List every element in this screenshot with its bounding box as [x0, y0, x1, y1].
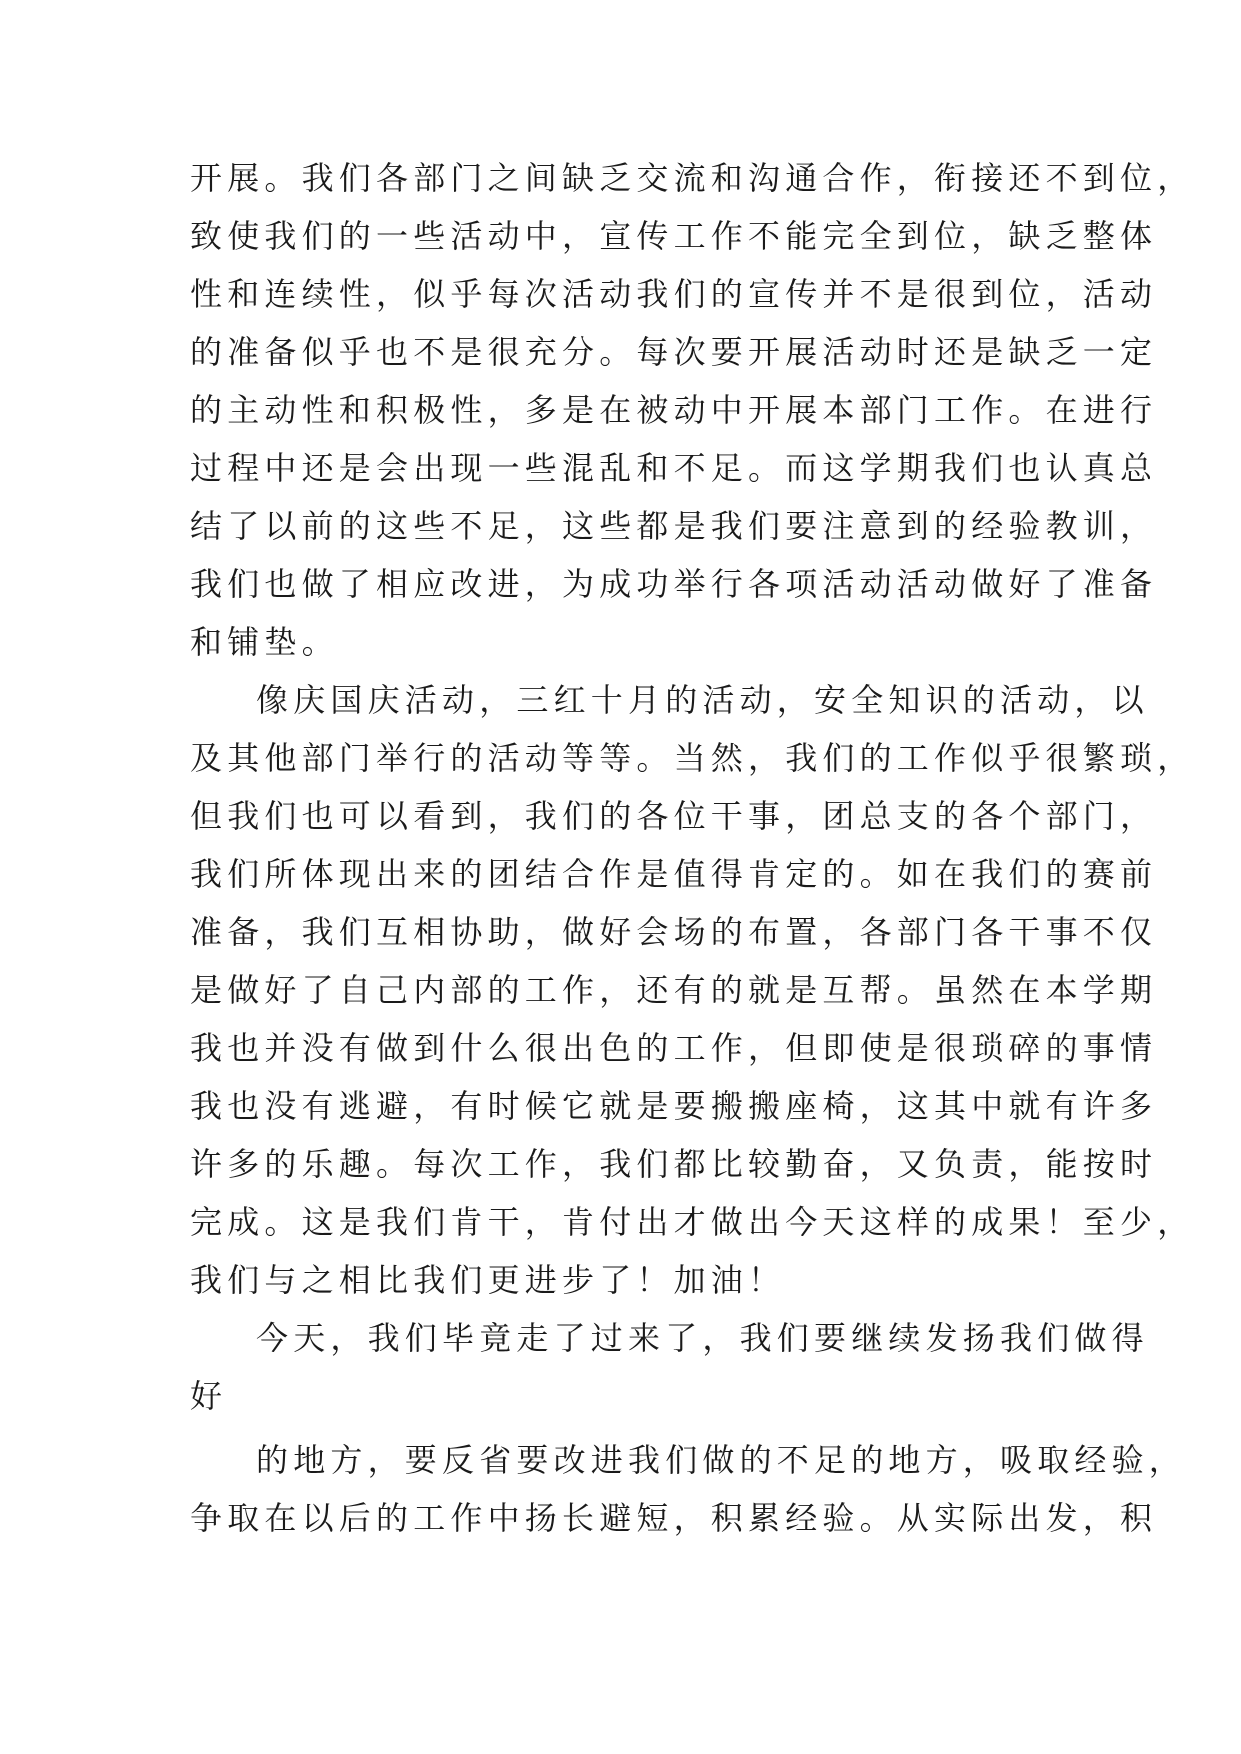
- text-line: 的主动性和积极性，多是在被动中开展本部门工作。在进行: [190, 391, 1158, 429]
- text-line-indented: 像庆国庆活动，三红十月的活动，安全知识的活动，以: [256, 681, 1149, 719]
- text-line: 我们与之相比我们更进步了！加油！: [190, 1261, 786, 1299]
- text-line: 性和连续性，似乎每次活动我们的宣传并不是很到位，活动: [190, 275, 1158, 313]
- text-line: 我们也做了相应改进，为成功举行各项活动活动做好了准备: [190, 565, 1158, 603]
- text-line: 过程中还是会出现一些混乱和不足。而这学期我们也认真总: [190, 449, 1158, 487]
- text-line: 致使我们的一些活动中，宣传工作不能完全到位，缺乏整体: [190, 217, 1158, 255]
- text-line-indented: 的地方，要反省要改进我们做的不足的地方，吸取经验，: [256, 1441, 1187, 1479]
- text-line: 完成。这是我们肯干，肯付出才做出今天这样的成果！至少，: [190, 1203, 1195, 1241]
- text-line: 准备，我们互相协助，做好会场的布置，各部门各干事不仅: [190, 913, 1158, 951]
- text-line: 开展。我们各部门之间缺乏交流和沟通合作，衔接还不到位，: [190, 159, 1195, 197]
- text-line: 我也并没有做到什么很出色的工作，但即使是很琐碎的事情: [190, 1029, 1158, 1067]
- text-line: 好: [190, 1377, 228, 1415]
- text-line-indented: 今天，我们毕竟走了过来了，我们要继续发扬我们做得: [256, 1319, 1149, 1357]
- text-line: 争取在以后的工作中扬长避短，积累经验。从实际出发，积: [190, 1499, 1158, 1537]
- text-line: 是做好了自己内部的工作，还有的就是互帮。虽然在本学期: [190, 971, 1158, 1009]
- text-line: 许多的乐趣。每次工作，我们都比较勤奋，又负责，能按时: [190, 1145, 1158, 1183]
- text-line: 结了以前的这些不足，这些都是我们要注意到的经验教训，: [190, 507, 1158, 545]
- text-line: 我们所体现出来的团结合作是值得肯定的。如在我们的赛前: [190, 855, 1158, 893]
- text-line: 和铺垫。: [190, 623, 339, 661]
- text-line: 及其他部门举行的活动等等。当然，我们的工作似乎很繁琐，: [190, 739, 1195, 777]
- text-line: 但我们也可以看到，我们的各位干事，团总支的各个部门，: [190, 797, 1158, 835]
- text-line: 我也没有逃避，有时候它就是要搬搬座椅，这其中就有许多: [190, 1087, 1158, 1125]
- text-line: 的准备似乎也不是很充分。每次要开展活动时还是缺乏一定: [190, 333, 1158, 371]
